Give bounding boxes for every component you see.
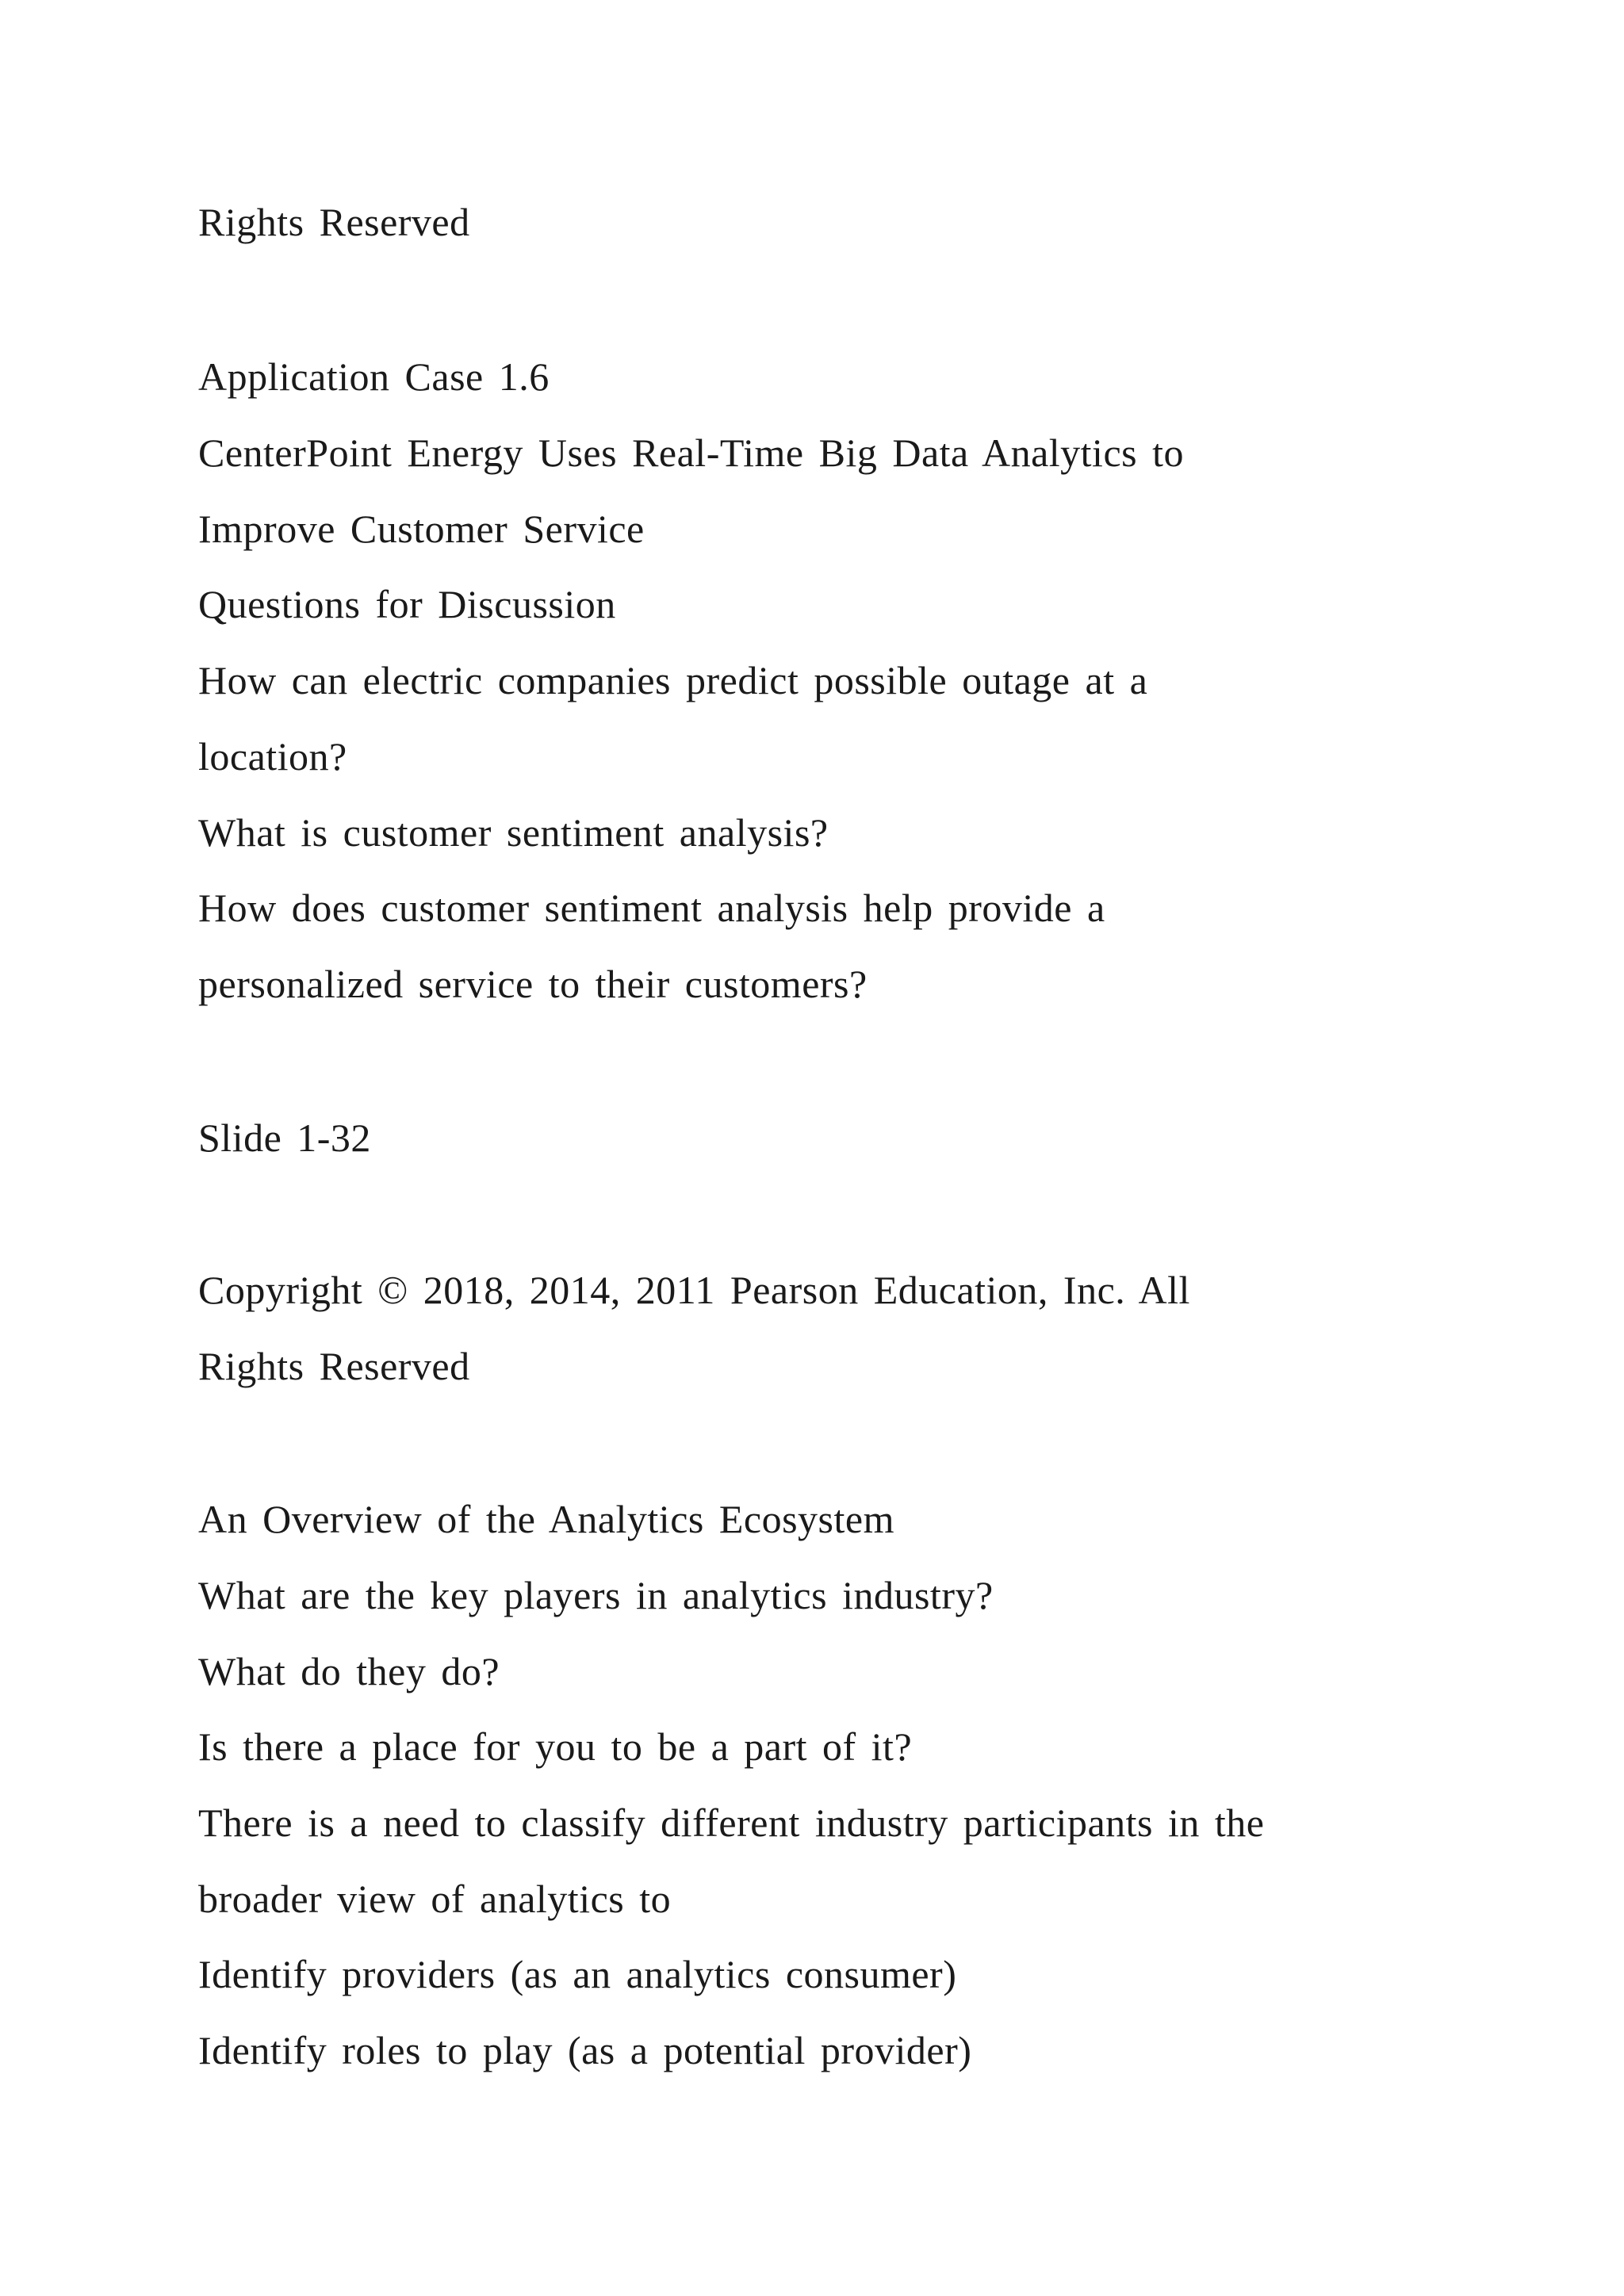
question-1-line-1: How can electric companies predict possible outage at a	[198, 658, 1148, 702]
ecosystem-bullet-4-line-2: broader view of analytics to	[198, 1877, 672, 1921]
copyright-line-1: Copyright © 2018, 2014, 2011 Pearson Education, Inc. All	[198, 1268, 1190, 1312]
question-3-line-2: personalized service to their customers?	[198, 962, 868, 1006]
ecosystem-bullet-5: Identify providers (as an analytics consumer)	[198, 1952, 957, 1996]
ecosystem-heading: An Overview of the Analytics Ecosystem	[198, 1497, 894, 1541]
ecosystem-bullet-1: What are the key players in analytics industry?	[198, 1573, 994, 1617]
slide-label: Slide 1-32	[198, 1115, 371, 1160]
application-case-heading: Application Case 1.6	[198, 354, 550, 399]
question-2: What is customer sentiment analysis?	[198, 810, 829, 855]
questions-heading: Questions for Discussion	[198, 582, 616, 626]
case-title-line-1: CenterPoint Energy Uses Real-Time Big Data Analytics to	[198, 430, 1184, 475]
ecosystem-bullet-6: Identify roles to play (as a potential provider)	[198, 2028, 972, 2072]
ecosystem-bullet-2: What do they do?	[198, 1649, 500, 1693]
question-1-line-2: location?	[198, 734, 347, 779]
ecosystem-bullet-3: Is there a place for you to be a part of it?	[198, 1724, 913, 1769]
case-title-line-2: Improve Customer Service	[198, 507, 645, 551]
rights-reserved-line: Rights Reserved	[198, 200, 470, 244]
ecosystem-bullet-4-line-1: There is a need to classify different industry participants in the	[198, 1800, 1265, 1845]
question-3-line-1: How does customer sentiment analysis help provide a	[198, 886, 1105, 930]
copyright-line-2: Rights Reserved	[198, 1344, 470, 1388]
